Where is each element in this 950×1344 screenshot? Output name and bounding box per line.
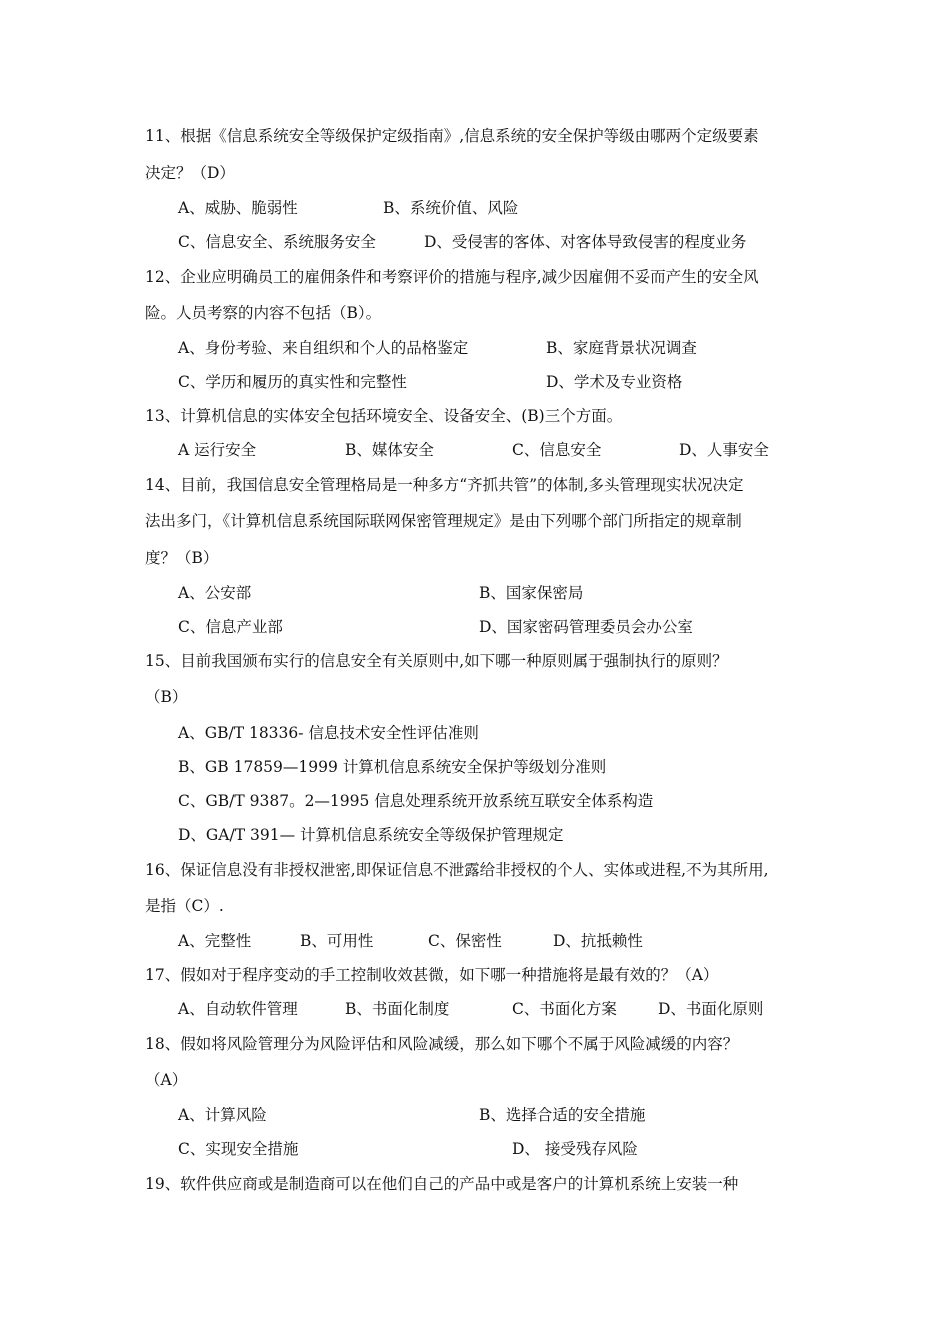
question-12-stem-line-1: 12、企业应明确员工的雇佣条件和考察评价的措施与程序,减少因雇佣不妥而产生的安全风 (145, 268, 759, 286)
option-d: D、学术及专业资格 (546, 373, 683, 391)
option-d: D、 接受残存风险 (512, 1140, 638, 1158)
option-c: C、信息产业部 (178, 618, 283, 636)
option-d: D、人事安全 (679, 441, 769, 459)
option-b: B、媒体安全 (345, 441, 434, 459)
option-a: A、GB/T 18336- 信息技术安全性评估准则 (178, 724, 479, 742)
question-14-stem-line-2: 法出多门，《计算机信息系统国际联网保密管理规定》是由下列哪个部门所指定的规章制 (145, 512, 742, 530)
option-c: C、保密性 (428, 932, 502, 950)
option-d: D、书面化原则 (658, 1000, 764, 1018)
question-11-stem-line-2: 决定？（D） (145, 164, 235, 182)
option-a: A、自动软件管理 (178, 1000, 298, 1018)
question-17-stem-line-1: 17、假如对于程序变动的手工控制收效甚微，如下哪一种措施将是最有效的？（A） (145, 966, 719, 984)
option-b: B、国家保密局 (479, 584, 584, 602)
question-16-stem-line-2: 是指（C）. (145, 897, 224, 915)
question-15-stem-line-2: （B） (145, 688, 188, 706)
option-d: D、国家密码管理委员会办公室 (479, 618, 693, 636)
option-c: C、GB/T 9387。2—1995 信息处理系统开放系统互联安全体系构造 (178, 792, 654, 810)
option-b: B、家庭背景状况调查 (546, 339, 697, 357)
option-b: B、可用性 (300, 932, 374, 950)
option-a: A 运行安全 (178, 441, 257, 459)
question-19-stem-line-1: 19、软件供应商或是制造商可以在他们自己的产品中或是客户的计算机系统上安装一种 (145, 1175, 739, 1193)
option-d: D、抗抵赖性 (553, 932, 643, 950)
option-a: A、身份考验、来自组织和个人的品格鉴定 (178, 339, 469, 357)
option-c: C、学历和履历的真实性和完整性 (178, 373, 407, 391)
question-18-stem-line-1: 18、假如将风险管理分为风险评估和风险减缓，那么如下哪个不属于风险减缓的内容？ (145, 1035, 739, 1053)
question-13-stem-line-1: 13、计算机信息的实体安全包括环境安全、设备安全、(B)三个方面。 (145, 407, 623, 425)
question-14-stem-line-3: 度？（B） (145, 549, 219, 567)
question-18-stem-line-2: （A） (145, 1071, 188, 1089)
option-d: D、GA/T 391— 计算机信息系统安全等级保护管理规定 (178, 826, 564, 844)
option-a: A、计算风险 (178, 1106, 267, 1124)
question-15-stem-line-1: 15、目前我国颁布实行的信息安全有关原则中,如下哪一种原则属于强制执行的原则？ (145, 652, 728, 670)
option-c: C、书面化方案 (512, 1000, 617, 1018)
option-b: B、GB 17859—1999 计算机信息系统安全保护等级划分准则 (178, 758, 607, 776)
question-12-stem-line-2: 险。人员考察的内容不包括（B）。 (145, 304, 382, 322)
option-b: B、书面化制度 (345, 1000, 450, 1018)
option-c: C、信息安全 (512, 441, 602, 459)
option-d: D、受侵害的客体、对客体导致侵害的程度业务 (424, 233, 747, 251)
question-11-stem-line-1: 11、根据《信息系统安全等级保护定级指南》,信息系统的安全保护等级由哪两个定级要素 (145, 127, 759, 145)
option-a: A、完整性 (178, 932, 252, 950)
option-c: C、信息安全、系统服务安全 (178, 233, 376, 251)
option-a: A、公安部 (178, 584, 252, 602)
option-a: A、威胁、脆弱性 (178, 199, 298, 217)
option-b: B、选择合适的安全措施 (479, 1106, 646, 1124)
option-c: C、实现安全措施 (178, 1140, 299, 1158)
question-16-stem-line-1: 16、保证信息没有非授权泄密,即保证信息不泄露给非授权的个人、实体或进程,不为其所用, (145, 861, 769, 879)
question-14-stem-line-1: 14、目前，我国信息安全管理格局是一种多方“齐抓共管”的体制,多头管理现实状况决定 (145, 476, 744, 494)
option-b: B、系统价值、风险 (383, 199, 519, 217)
